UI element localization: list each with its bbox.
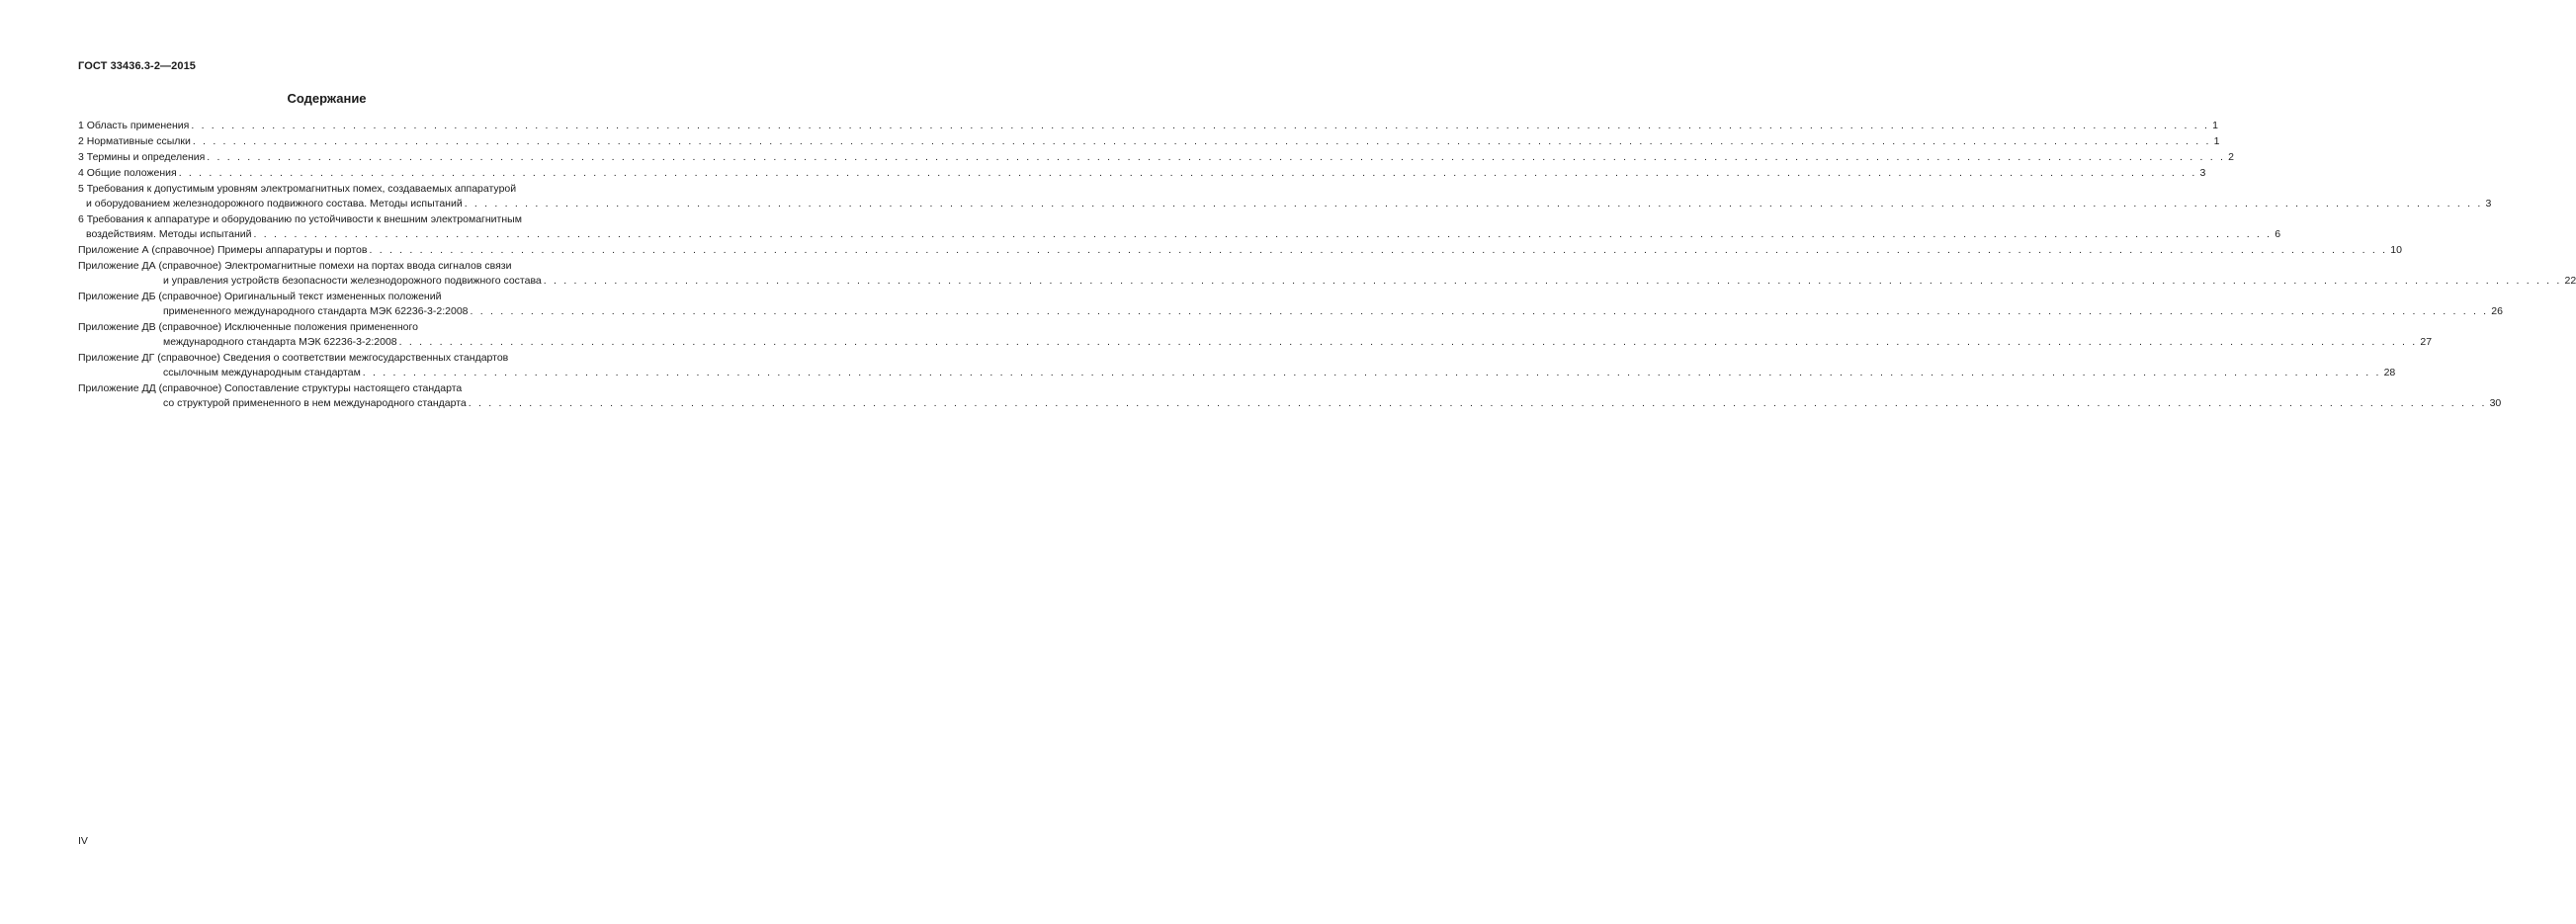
page-number: IV [78,835,88,847]
toc-entry-title: 1 Область применения [78,120,190,131]
toc-entry[interactable] [78,320,2433,350]
toc-entry-title: и оборудованием железнодорожного подвижного состава. Методы испытаний [86,198,463,210]
toc-page-number: 1 [2213,135,2220,147]
dot-leader: . . . . . . . . . . . . . . . . . . . . . . . . . . . . . . . . . . . . . . . . . . . . . . . . . . . . . . . . . . . . . . . . . . . . . . . . . . . . . . . . . . . . . . . . . . . . . . . . . . . . . . . . . . . . . . . . . . . . . . . . . . . . . . . . . . . . . . . . . . . . . . . . . . . . . . . . . . . . . . . . . . . . . . . . . . . . . . . . . . . . . . . . . . . . . . . . . . . . . . . . [253,228,2273,240]
toc-entry[interactable] [78,212,2281,242]
toc-entry-line: 5 Требования к допустимым уровням электромагнитных помех, создаваемых аппаратурой [78,183,517,195]
toc-entry-line: Приложение ДБ (справочное) Оригинальный текст измененных положений [78,291,442,302]
dot-leader: . . . . . . . . . . . . . . . . . . . . . . . . . . . . . . . . . . . . . . . . . . . . . . . . . . . . . . . . . . . . . . . . . . . . . . . . . . . . . . . . . . . . . . . . . . . . . . . . . . . . . . . . . . . . . . . . . . . . . . . . . . . . . . . . . . . . . . . . . . . . . . . . . . . . . . . . . . . . . . . . . . . . . . . . . . . . . . . . . . . . . . . . . . . . . . . . . . . . . . . . [398,336,2418,348]
toc-entry[interactable] [78,182,2492,211]
page-title: Содержание [287,91,367,106]
toc-entry-line: Приложение ДВ (справочное) Исключенные положения примененного [78,321,418,333]
toc-page-number: 22 [2564,275,2576,287]
toc-entry[interactable] [78,351,2396,380]
toc-page-number: 28 [2383,367,2396,378]
toc-entry-title: и управления устройств безопасности железнодорожного подвижного состава [163,275,542,287]
toc-entry[interactable] [78,119,2218,133]
toc-entry-title: 2 Нормативные ссылки [78,135,191,147]
toc-page-number: 27 [2420,336,2433,348]
dot-leader: . . . . . . . . . . . . . . . . . . . . . . . . . . . . . . . . . . . . . . . . . . . . . . . . . . . . . . . . . . . . . . . . . . . . . . . . . . . . . . . . . . . . . . . . . . . . . . . . . . . . . . . . . . . . . . . . . . . . . . . . . . . . . . . . . . . . . . . . . . . . . . . . . . . . . . . . . . . . . . . . . . . . . . . . . . . . . . . . . . . . . . . . . . . . . . . . . . . . . . . . [543,275,2562,287]
toc-entry-title: 4 Общие положения [78,167,177,179]
toc-entry-title: примененного международного стандарта МЭК 62236-3-2:2008 [163,305,469,317]
toc-page-number: 6 [2275,228,2281,240]
toc-page-number: 26 [2491,305,2503,317]
dot-leader: . . . . . . . . . . . . . . . . . . . . . . . . . . . . . . . . . . . . . . . . . . . . . . . . . . . . . . . . . . . . . . . . . . . . . . . . . . . . . . . . . . . . . . . . . . . . . . . . . . . . . . . . . . . . . . . . . . . . . . . . . . . . . . . . . . . . . . . . . . . . . . . . . . . . . . . . . . . . . . . . . . . . . . . . . . . . . . . . . . . . . . . . . . . . . . . . . . . . . . . . [464,198,2483,210]
toc-page-number: 1 [2212,120,2218,131]
toc-entry-line: 6 Требования к аппаратуре и оборудованию по устойчивости к внешним электромагнитным [78,213,522,225]
toc-page-number: 10 [2390,244,2402,256]
dot-leader: . . . . . . . . . . . . . . . . . . . . . . . . . . . . . . . . . . . . . . . . . . . . . . . . . . . . . . . . . . . . . . . . . . . . . . . . . . . . . . . . . . . . . . . . . . . . . . . . . . . . . . . . . . . . . . . . . . . . . . . . . . . . . . . . . . . . . . . . . . . . . . . . . . . . . . . . . . . . . . . . . . . . . . . . . . . . . . . . . . . . . . . . . . . . . . . . . . . . . . . . [470,305,2489,317]
toc-entry-line: Приложение ДА (справочное) Электромагнитные помехи на портах ввода сигналов связи [78,260,512,272]
dot-leader: . . . . . . . . . . . . . . . . . . . . . . . . . . . . . . . . . . . . . . . . . . . . . . . . . . . . . . . . . . . . . . . . . . . . . . . . . . . . . . . . . . . . . . . . . . . . . . . . . . . . . . . . . . . . . . . . . . . . . . . . . . . . . . . . . . . . . . . . . . . . . . . . . . . . . . . . . . . . . . . . . . . . . . . . . . . . . . . . . . . . . . . . . . . . . . . . . . . . . . . . [207,151,2226,163]
dot-leader: . . . . . . . . . . . . . . . . . . . . . . . . . . . . . . . . . . . . . . . . . . . . . . . . . . . . . . . . . . . . . . . . . . . . . . . . . . . . . . . . . . . . . . . . . . . . . . . . . . . . . . . . . . . . . . . . . . . . . . . . . . . . . . . . . . . . . . . . . . . . . . . . . . . . . . . . . . . . . . . . . . . . . . . . . . . . . . . . . . . . . . . . . . . . . . . . . . . . . . . . [192,135,2211,147]
document-header: ГОСТ 33436.3-2—2015 [78,60,197,72]
toc-entry[interactable] [78,243,2402,258]
toc-entry[interactable] [78,134,2220,149]
table-of-contents [78,119,2576,411]
toc-page-number: 2 [2228,151,2234,163]
toc-entry-title: ссылочным международным стандартам [163,367,361,378]
toc-entry-title: воздействиям. Методы испытаний [86,228,252,240]
toc-entry[interactable] [78,381,2502,411]
toc-entry[interactable] [78,259,2576,289]
toc-entry-line: Приложение ДГ (справочное) Сведения о соответствии межгосударственных стандартов [78,352,509,364]
dot-leader: . . . . . . . . . . . . . . . . . . . . . . . . . . . . . . . . . . . . . . . . . . . . . . . . . . . . . . . . . . . . . . . . . . . . . . . . . . . . . . . . . . . . . . . . . . . . . . . . . . . . . . . . . . . . . . . . . . . . . . . . . . . . . . . . . . . . . . . . . . . . . . . . . . . . . . . . . . . . . . . . . . . . . . . . . . . . . . . . . . . . . . . . . . . . . . . . . . . . . . . . [178,167,2197,179]
toc-entry[interactable] [78,166,2206,181]
dot-leader: . . . . . . . . . . . . . . . . . . . . . . . . . . . . . . . . . . . . . . . . . . . . . . . . . . . . . . . . . . . . . . . . . . . . . . . . . . . . . . . . . . . . . . . . . . . . . . . . . . . . . . . . . . . . . . . . . . . . . . . . . . . . . . . . . . . . . . . . . . . . . . . . . . . . . . . . . . . . . . . . . . . . . . . . . . . . . . . . . . . . . . . . . . . . . . . . . . . . . . . . [468,397,2487,409]
toc-entry-title: Приложение А (справочное) Примеры аппаратуры и портов [78,244,368,256]
toc-page-number: 3 [2199,167,2206,179]
toc-entry-title: со структурой примененного в нем международного стандарта [163,397,467,409]
toc-entry-title: международного стандарта МЭК 62236-3-2:2008 [163,336,397,348]
toc-entry-title: 3 Термины и определения [78,151,206,163]
toc-entry[interactable] [78,290,2503,319]
dot-leader: . . . . . . . . . . . . . . . . . . . . . . . . . . . . . . . . . . . . . . . . . . . . . . . . . . . . . . . . . . . . . . . . . . . . . . . . . . . . . . . . . . . . . . . . . . . . . . . . . . . . . . . . . . . . . . . . . . . . . . . . . . . . . . . . . . . . . . . . . . . . . . . . . . . . . . . . . . . . . . . . . . . . . . . . . . . . . . . . . . . . . . . . . . . . . . . . . . . . . . . . [191,120,2210,131]
toc-page-number: 30 [2489,397,2502,409]
toc-entry[interactable] [78,150,2234,165]
toc-entry-line: Приложение ДД (справочное) Сопоставление структуры настоящего стандарта [78,382,463,394]
toc-page-number: 3 [2485,198,2492,210]
dot-leader: . . . . . . . . . . . . . . . . . . . . . . . . . . . . . . . . . . . . . . . . . . . . . . . . . . . . . . . . . . . . . . . . . . . . . . . . . . . . . . . . . . . . . . . . . . . . . . . . . . . . . . . . . . . . . . . . . . . . . . . . . . . . . . . . . . . . . . . . . . . . . . . . . . . . . . . . . . . . . . . . . . . . . . . . . . . . . . . . . . . . . . . . . . . . . . . . . . . . . . . . [369,244,2388,256]
dot-leader: . . . . . . . . . . . . . . . . . . . . . . . . . . . . . . . . . . . . . . . . . . . . . . . . . . . . . . . . . . . . . . . . . . . . . . . . . . . . . . . . . . . . . . . . . . . . . . . . . . . . . . . . . . . . . . . . . . . . . . . . . . . . . . . . . . . . . . . . . . . . . . . . . . . . . . . . . . . . . . . . . . . . . . . . . . . . . . . . . . . . . . . . . . . . . . . . . . . . . . . . [362,367,2381,378]
